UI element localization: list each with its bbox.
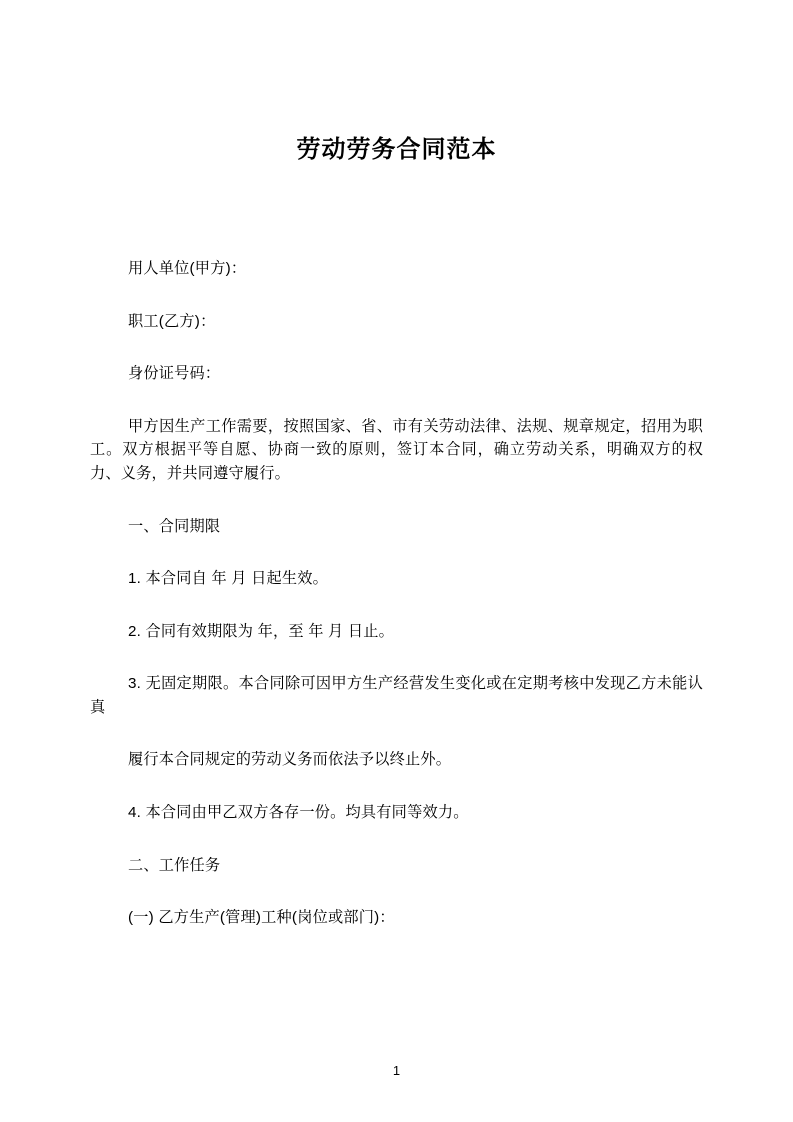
- paragraph-clause-1-1: 1. 本合同自 年 月 日起生效。: [128, 570, 329, 588]
- paragraph-employee-line: 职工(乙方)：: [128, 312, 216, 330]
- paragraph-id-number-line: 身份证号码：: [128, 365, 221, 383]
- document-body: [90, 257, 703, 929]
- paragraph-clause-1-2: 2. 合同有效期限为 年，至 年 月 日止。: [128, 622, 394, 640]
- heading-section-2: 二、工作任务: [128, 856, 221, 874]
- paragraph-employer-line: 用人单位(甲方)：: [128, 260, 247, 278]
- page-number: 1: [392, 1063, 401, 1078]
- page-title: 劳动劳务合同范本: [296, 136, 497, 163]
- paragraph-clause-1-3-continued: 履行本合同规定的劳动义务而依法予以终止外。: [128, 751, 452, 769]
- paragraph-clause-2-1: (一) 乙方生产(管理)工种(岗位或部门)：: [128, 909, 395, 927]
- paragraph-clause-1-4: 4. 本合同由甲乙双方各存一份。均具有同等效力。: [128, 803, 469, 821]
- paragraph-clause-1-3: 3. 无固定期限。本合同除可因甲方生产经营发生变化或在定期考核中发现乙方未能认真: [90, 675, 703, 716]
- heading-section-1: 一、合同期限: [128, 517, 221, 535]
- paragraph-preamble: 甲方因生产工作需要，按照国家、省、市有关劳动法律、法规、规章规定，招用为职工。双方根据平等自愿、协商一致的原则，签订本合同，确立劳动关系，明确双方的权力、义务，并共同遵守履行。: [90, 417, 703, 482]
